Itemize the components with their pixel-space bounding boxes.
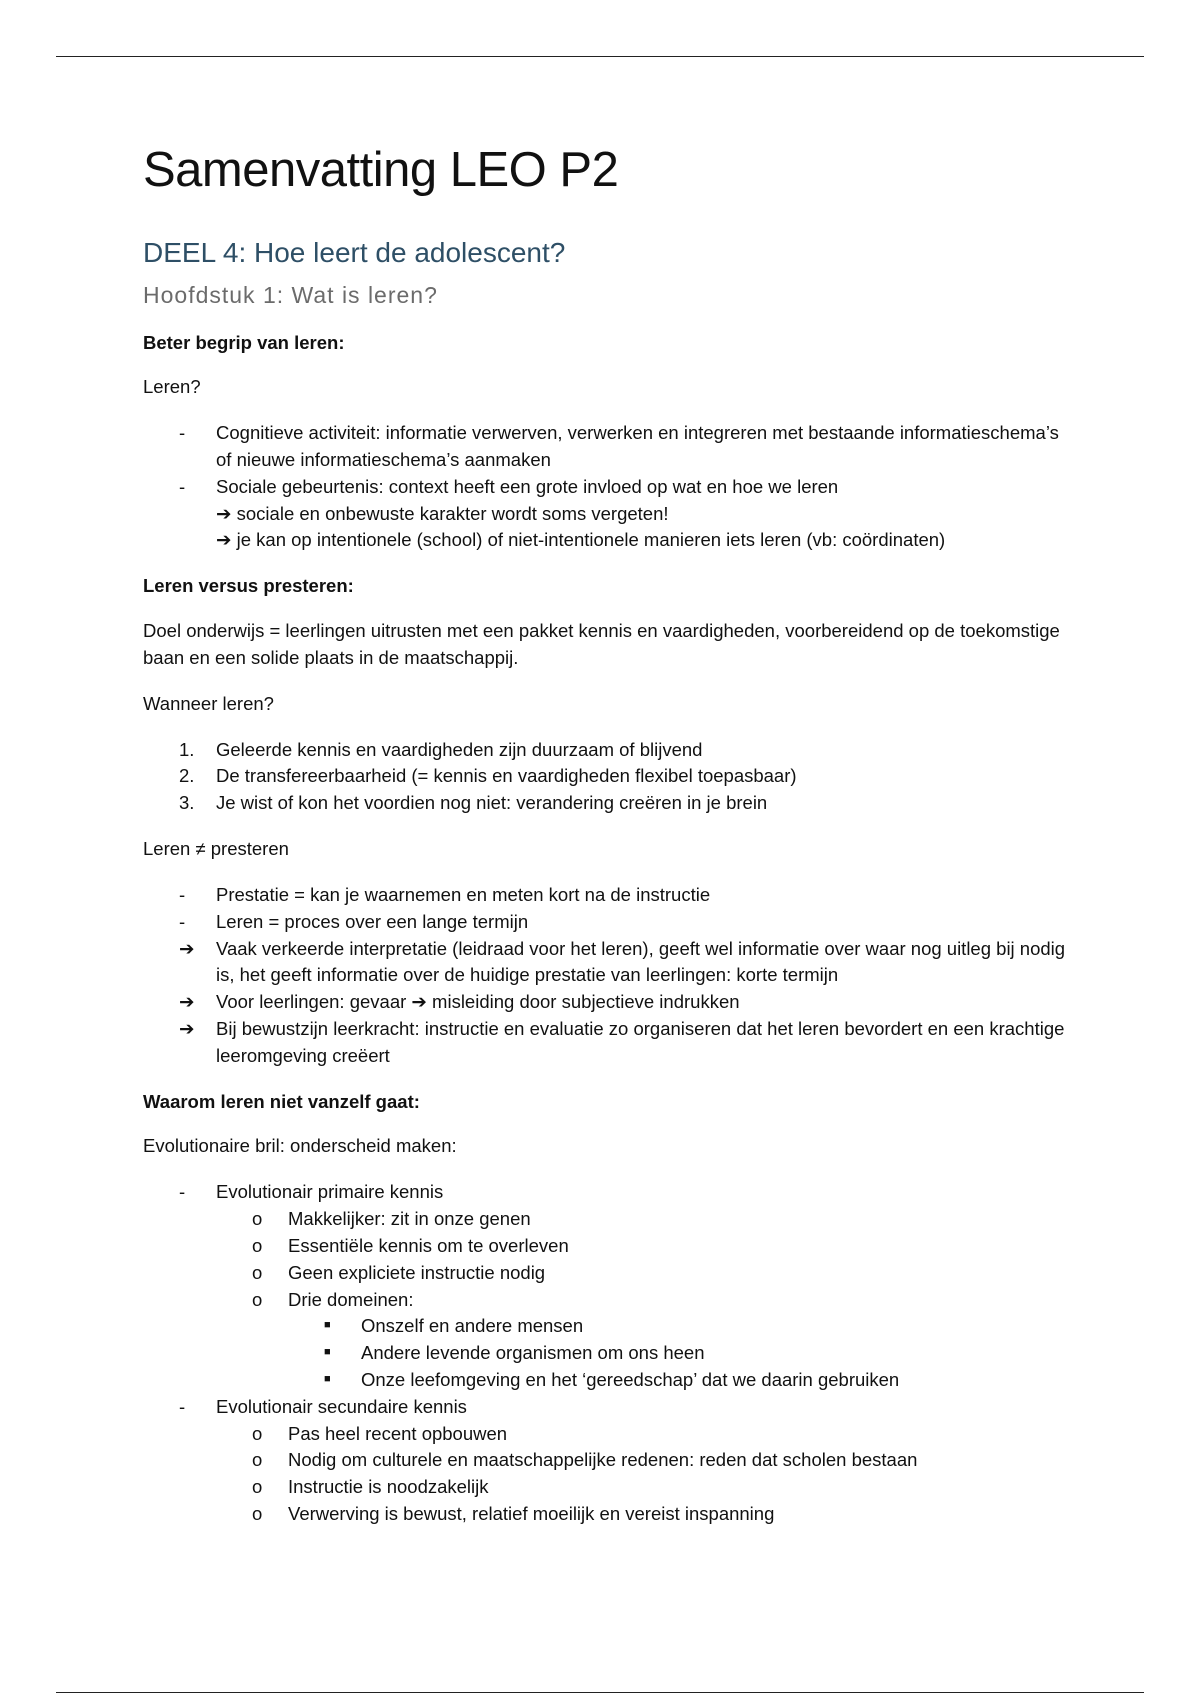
sublist-item-text: Essentiële kennis om te overleven	[288, 1234, 569, 1256]
list-item	[143, 790, 1073, 817]
square-bullet: ■	[324, 1346, 331, 1359]
list-item	[143, 737, 1073, 764]
list-item-text: De transfereerbaarheid (= kennis en vaardigheden flexibel toepasbaar)	[216, 765, 797, 787]
domain-item-text: Andere levende organismen om ons heen	[361, 1342, 705, 1364]
domain-item	[288, 1340, 1073, 1367]
circle-bullet: o	[252, 1503, 263, 1525]
arrow-note: ➔ je kan op intentionele (school) of niet-intentionele manieren iets leren (vb: coördinaten)	[216, 529, 946, 551]
document-title: Samenvatting LEO P2	[143, 143, 619, 197]
list-presteren	[143, 882, 1073, 1070]
list-item	[143, 882, 1073, 909]
part-heading: DEEL 4: Hoe leert de adolescent?	[143, 237, 566, 269]
circle-bullet: o	[252, 1288, 263, 1310]
sublist-item-text: Pas heel recent opbouwen	[288, 1422, 508, 1444]
list-item-text: Vaak verkeerde interpretatie (leidraad voor het leren), geeft wel informatie over waar nog uitleg bij nodig is, het geeft informatie over de huidige prestatie van leerlingen: korte termijn	[216, 937, 1066, 986]
sublist-item-text: Nodig om culturele en maatschappelijke redenen: reden dat scholen bestaan	[288, 1449, 918, 1471]
paragraph-doel: Doel onderwijs = leerlingen uitrusten met een pakket kennis en vaardigheden, voorbereidend op de toekomstige baan en een solide plaats in de maatschappij.	[143, 620, 1060, 668]
domain-item-text: Onze leefomgeving en het ‘gereedschap’ dat we daarin gebruiken	[361, 1368, 900, 1390]
sublist-item	[216, 1421, 1073, 1448]
list-item-text: Cognitieve activiteit: informatie verwerven, verwerken en integreren met bestaande informatieschema’s of nieuwe informatieschema’s aanmaken	[216, 422, 1059, 471]
list-item-text: Sociale gebeurtenis: context heeft een grote invloed op wat en hoe we leren	[216, 475, 839, 497]
circle-bullet: o	[252, 1422, 263, 1444]
domain-item	[288, 1313, 1073, 1340]
dash-bullet: -	[179, 1181, 186, 1203]
sublist-item	[216, 1287, 1073, 1394]
list-evolutionair	[143, 1179, 1073, 1528]
circle-bullet: o	[252, 1261, 263, 1283]
document-body	[143, 142, 1073, 1528]
chapter-heading: Hoofdstuk 1: Wat is leren?	[143, 281, 438, 308]
dash-bullet: -	[179, 883, 186, 905]
dash-bullet: -	[179, 1395, 186, 1417]
list-item	[143, 1394, 1073, 1528]
list-item	[143, 909, 1073, 936]
paragraph-neq: Leren ≠ presteren	[143, 838, 289, 860]
list-item	[143, 763, 1073, 790]
header-rule	[56, 56, 1144, 57]
list-item-text: Leren = proces over een lange termijn	[216, 910, 529, 932]
sublist-domeinen	[216, 1313, 1073, 1393]
square-bullet: ■	[324, 1372, 331, 1385]
sublist-item-text: Makkelijker: zit in onze genen	[288, 1208, 531, 1230]
paragraph-leren: Leren?	[143, 376, 201, 398]
section-heading-presteren: Leren versus presteren:	[143, 575, 354, 597]
dash-bullet: -	[179, 475, 186, 497]
domain-item	[288, 1367, 1073, 1394]
list-item-text: Prestatie = kan je waarnemen en meten kort na de instructie	[216, 883, 711, 905]
circle-bullet: o	[252, 1449, 263, 1471]
arrow-icon: ➔	[179, 937, 195, 959]
domain-item-text: Onszelf en andere mensen	[361, 1315, 584, 1337]
dash-bullet: -	[179, 910, 186, 932]
square-bullet: ■	[324, 1319, 331, 1332]
list-item	[143, 420, 1073, 474]
sublist-secundair	[143, 1421, 1073, 1528]
sublist-item-text: Verwerving is bewust, relatief moeilijk en vereist inspanning	[288, 1503, 775, 1525]
sublist-primair	[143, 1206, 1073, 1394]
circle-bullet: o	[252, 1476, 263, 1498]
sublist-item-text: Geen expliciete instructie nodig	[288, 1261, 546, 1283]
sublist-item	[216, 1501, 1073, 1528]
paragraph-evolutionaire-bril: Evolutionaire bril: onderscheid maken:	[143, 1135, 457, 1157]
section-heading-begrip: Beter begrip van leren:	[143, 331, 345, 353]
list-item	[143, 936, 1073, 990]
list-item-text: Evolutionair primaire kennis	[216, 1181, 444, 1203]
sublist-item-text: Drie domeinen:	[288, 1288, 414, 1310]
list-leren	[143, 420, 1073, 554]
list-item-text: Bij bewustzijn leerkracht: instructie en evaluatie zo organiseren dat het leren bevordert en een krachtige leeromgeving creëert	[216, 1017, 1065, 1066]
list-item-text: Geleerde kennis en vaardigheden zijn duurzaam of blijvend	[216, 738, 703, 760]
footer-rule	[56, 1692, 1144, 1693]
sublist-item	[216, 1206, 1073, 1233]
arrow-icon: ➔	[179, 991, 195, 1013]
circle-bullet: o	[252, 1234, 263, 1256]
paragraph-wanneer: Wanneer leren?	[143, 692, 274, 714]
dash-bullet: -	[179, 422, 186, 444]
numbered-list	[143, 737, 1073, 817]
sublist-item	[216, 1474, 1073, 1501]
list-item-text: Voor leerlingen: gevaar ➔ misleiding door subjectieve indrukken	[216, 991, 740, 1013]
number-marker: 3.	[179, 792, 195, 814]
circle-bullet: o	[252, 1208, 263, 1230]
arrow-note: ➔ sociale en onbewuste karakter wordt soms vergeten!	[216, 502, 669, 524]
number-marker: 2.	[179, 765, 195, 787]
list-item	[143, 474, 1073, 554]
sublist-item	[216, 1260, 1073, 1287]
sublist-item	[216, 1447, 1073, 1474]
list-item	[143, 1179, 1073, 1394]
list-item	[143, 989, 1073, 1016]
list-item	[143, 1016, 1073, 1070]
arrow-icon: ➔	[179, 1017, 195, 1039]
sublist-item	[216, 1233, 1073, 1260]
list-item-text: Evolutionair secundaire kennis	[216, 1395, 467, 1417]
number-marker: 1.	[179, 738, 195, 760]
section-heading-waarom: Waarom leren niet vanzelf gaat:	[143, 1090, 420, 1112]
list-item-text: Je wist of kon het voordien nog niet: verandering creëren in je brein	[216, 792, 768, 814]
sublist-item-text: Instructie is noodzakelijk	[288, 1476, 489, 1498]
